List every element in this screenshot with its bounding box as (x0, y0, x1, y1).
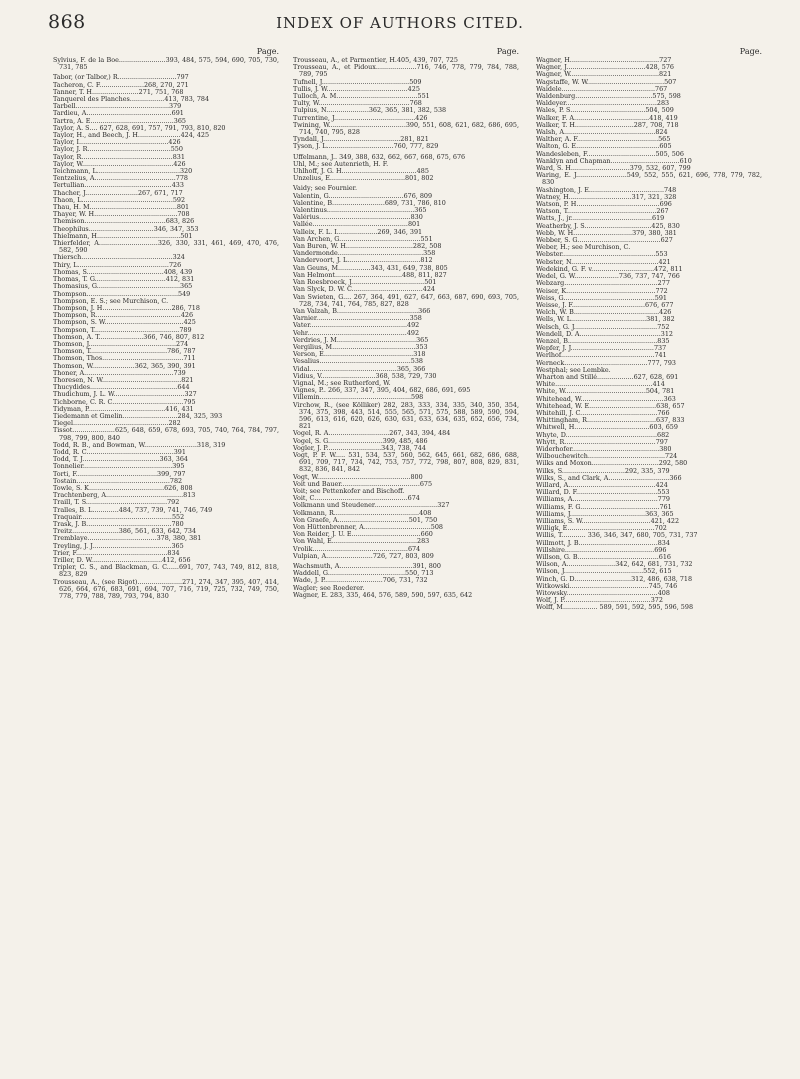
index-entry: Williams, F. G.......................................761 (536, 502, 672, 511)
index-entry: Tulty, W.............................................768 (293, 99, 422, 108)
index-entry: Thaon, L.............................................592 (53, 195, 186, 204)
index-entry: Wilbouchewitch......................................724 (536, 452, 678, 461)
index-entry: Werneck.........................................777, 793 (536, 358, 676, 367)
index-entry: Vignal, M.; see Rutherford, W. (293, 378, 391, 387)
index-entry: Tiedemann et Gmelin...........................284, 325, 393 (53, 411, 223, 420)
index-entry: Willshire............................................696 (536, 545, 667, 554)
index-entry: Wenzel, B............................................835 (536, 336, 670, 345)
index-entry: Trier, F.............................................834 (53, 548, 180, 557)
index-entry: Webster..............................................553 (536, 250, 668, 259)
index-entry: Vallée...............................................801 (293, 220, 421, 229)
index-entry: Willard, D. F........................................553 (536, 488, 670, 497)
index-entry: Unzelius, E.....................................801, 802 (293, 174, 434, 183)
index-entry: Wilson, A........................342, 642, 681, 731, 732 (536, 560, 693, 569)
index-entry: Weatherby, J. S.................................425, 830 (536, 221, 680, 230)
index-entry: Treitz.......................386, 561, 633, 642, 734 (53, 527, 197, 536)
index-entry: Wandesleben, F..................................505, 506 (536, 149, 684, 158)
index-entry: Thierfelder, A.............................326, 330, 331, 461, 469, 470, 476, 582, 590 (53, 239, 279, 255)
index-entry: Thomasius, G.........................................365 (53, 282, 193, 291)
index-entry: Themison........................................683, 826 (53, 217, 195, 226)
index-entry: Webster, N...........................................421 (536, 257, 671, 266)
index-entry: Walther, A. F........................................565 (536, 135, 671, 144)
index-entry: Tiegel...............................................282 (53, 419, 181, 428)
index-entry: Widerhofer...........................................380 (536, 444, 672, 453)
index-entry: Teichmann, L.........................................320 (53, 167, 193, 176)
index-entry: Von Wahl, E..........................................283 (293, 537, 430, 546)
index-entry: Watts, J., jr........................................619 (536, 214, 665, 223)
index-entry: Walsh, A.............................................824 (536, 128, 668, 137)
index-entry: Welch, W. B..........................................426 (536, 308, 672, 317)
index-entry: Thompson.............................................549 (53, 289, 191, 298)
index-entry: Wagner, J.......................................428, 576 (536, 63, 674, 72)
index-entry: Vogt, P. F. W..... 531, 534, 537, 560, 562, 645, 661, 682, 686, 688, 691, 709, 717, 734, 742, 753, 757, 772, 798, 807, 808, 829, 831, 832, 836, 841, 842 (293, 450, 519, 474)
index-entry: Walker, T. H.............................287, 708, 718 (536, 120, 679, 129)
index-entry: Willigk, E...........................................702 (536, 524, 667, 533)
index-entry: Williams, S. W..................................421, 422 (536, 517, 680, 525)
index-entry: Todd, R. B., and Bowman, W..........................318, 319 (53, 440, 226, 449)
index-entry: Tacheron, C. F......................268, 270, 271 (53, 80, 189, 89)
index-entry: Wagner, W............................................821 (536, 70, 672, 79)
index-entry: Waldenburg......................................575, 598 (536, 92, 681, 101)
index-entry: Torti, F........................................399, 797 (53, 469, 186, 478)
index-entry: Wells, W. L.....................................381, 382 (536, 315, 675, 324)
index-entry: Tulpius, N.....................362, 365, 381, 382, 538 (293, 106, 447, 115)
index-entry: Witowsky.............................................408 (536, 589, 670, 598)
index-entry: Thomson, W.....................362, 365, 390, 391 (53, 361, 196, 370)
index-entry: Triller, D. W...................................412, 656 (53, 556, 191, 565)
index-entry: Verdries, J. M.......................................365 (293, 335, 429, 344)
page-number: 868 (48, 11, 86, 33)
index-entry: Thau, H. M...........................................801 (53, 203, 190, 212)
index-entry: Tarbell..............................................379 (53, 102, 182, 111)
index-entry: Walker, F. A.....................................418, 419 (536, 113, 678, 122)
index-entry: Thomas, S......................................408, 439 (53, 267, 193, 276)
index-entry: Verson, E............................................318 (293, 350, 426, 359)
index-entry: Tripler, C. S., and Blackman, G. C......691, 707, 743, 749, 812, 818, 823, 829 (53, 563, 279, 579)
index-entry: Tonnelier............................................395 (53, 462, 185, 471)
index-entry: Webber, S. G.........................................627 (536, 236, 673, 245)
index-entry: Wendell, D. A........................................312 (536, 329, 673, 338)
index-entry: Thompson, T..........................................789 (53, 325, 192, 334)
index-entry: Whitehill, J. C......................................766 (536, 408, 670, 417)
index-entry: Van Helmont.................................488, 811, 827 (293, 270, 447, 279)
index-entry: Vogel, R. A..............................267, 343, 394, 484 (293, 429, 451, 438)
index-entry: Waidele..............................................767 (536, 84, 668, 93)
index-entry: White................................................414 (536, 380, 665, 389)
index-entry: Thompson, J. H..................................286, 718 (53, 303, 200, 312)
index-entry: Tertullian...........................................433 (53, 181, 184, 190)
page-title: INDEX OF AUTHORS CITED. (276, 14, 524, 32)
index-entry: Willard, A...........................................424 (536, 480, 668, 489)
index-entry: Thudichum, J. L. W...................................327 (53, 390, 197, 399)
index-entry: Vogt, W..............................................800 (293, 472, 423, 481)
index-entry: Vidal...........................................365, 366 (293, 364, 426, 373)
index-entries (293, 57, 519, 599)
index-entry: Vrolik...............................................674 (293, 544, 421, 553)
index-entry: Van Archen, G........................................551 (293, 234, 433, 243)
index-entry: Wedel, G. W......................736, 737, 747, 766 (536, 272, 680, 281)
page-column-label: Page. (256, 47, 279, 56)
index-entry: Tralles, B. L.............484, 737, 739, 741, 746, 749 (53, 505, 213, 514)
index-entry: Wagner, E. 283, 335, 464, 576, 589, 590, 597, 635, 642 (293, 590, 473, 599)
index-entry: Van Buren, W. H.................................282, 508 (293, 242, 442, 251)
index-entry: Wales, P. S.....................................504, 509 (536, 106, 674, 115)
index-entry: Tanquerel des Planches.................413, 783, 784 (53, 95, 210, 104)
index-entry: Tabor, (or Talbor,) R.............................797 (53, 73, 189, 82)
index-entry: Whitehead, W. E.................................638, 657 (536, 401, 685, 410)
index-entry: Todd, T. J......................................363, 364 (53, 455, 188, 464)
index-entry: Vergilius, M.........................................353 (293, 342, 428, 351)
index-entry: Van Valzah, B........................................366 (293, 306, 431, 315)
index-entry: Taylor, W.............................................426 (53, 159, 186, 168)
index-entries (53, 57, 279, 600)
index-entry: Thielmann, H.........................................501 (53, 231, 193, 240)
index-entry: Thompson, S. W.......................................425 (53, 318, 196, 327)
index-entry: Williams, J.....................................363, 365 (536, 509, 674, 518)
index-entry: Tulloch, A. M........................................551 (293, 92, 430, 101)
index-entry: Van Geuns, M................343, 431, 649, 738, 805 (293, 263, 448, 272)
index-entry: Tidyman, P......................................416, 431 (53, 404, 194, 413)
index-entry: Weiser, K............................................772 (536, 286, 668, 295)
index-entry: Thomson, J...........................................274 (53, 339, 189, 348)
index-entry: Vehr.................................................492 (293, 328, 420, 337)
index-entry: Trachtenberg, A......................................813 (53, 491, 196, 500)
index-entry: Volkmann und Steudener...............................327 (293, 501, 450, 510)
index-entry: Voit; see Pettenkofer and Bischoff. (293, 486, 405, 495)
index-entry: Washington, J. E.....................................748 (536, 185, 677, 194)
index-entry: Thompson, R..........................................426 (53, 311, 194, 320)
index-entry: Wanklyn and Chapman..................................610 (536, 156, 692, 165)
index-entry: Thoresen, N. W.......................................821 (53, 375, 194, 384)
index-entry: Thomson, Thos........................................711 (53, 354, 196, 363)
index-entry: Vandermonde..........................................358 (293, 249, 436, 258)
index-columns (53, 47, 762, 1077)
index-entry: Waddell, G......................................550, 713 (293, 569, 434, 578)
index-entry: Voit und Bauer.......................................675 (293, 479, 433, 488)
index-entry: Wachsmuth, A....................................391, 800 (293, 562, 441, 571)
index-entry: Turrentine, J........................................426 (293, 113, 428, 122)
index-entry: Uhlhoff, J. G. H.....................................485 (293, 167, 429, 176)
page-column-label: Page. (739, 47, 762, 56)
index-entry: Wepfer, J. J.........................................737 (536, 344, 667, 353)
index-entry: Welsch, G. J.........................................752 (536, 322, 670, 331)
index-entry: Waring, E. J.........................549, 552, 555, 621, 696, 778, 779, 782, 830 (536, 171, 762, 187)
index-entry: Thompson, E. S.; see Murchison, C. (53, 296, 169, 305)
index-entry: Von Hüttenbrenner, A.................................508 (293, 523, 443, 531)
index-entry: Thomas, T. G...................................412, 831 (53, 275, 195, 284)
index-entry: Valleix, F. L. I....................269, 346, 391 (293, 227, 423, 236)
index-entry: Valentine, B..........................689, 731, 786, 810 (293, 198, 446, 207)
index-entry: Tartra, A. E.........................................365 (53, 116, 186, 125)
index-entry: Westphal; see Lembke. (536, 365, 611, 374)
page-header (0, 0, 800, 40)
index-entry: Willmott, J. B.......................................834 (536, 538, 670, 547)
index-entry: Tullis, J. W........................................425 (293, 84, 420, 93)
index-entry: Van Slyck, D. W. C...................................424 (293, 285, 435, 294)
index-entry: Weiss, G.............................................591 (536, 293, 667, 302)
index-entry: Vandervoort, J. L....................................812 (293, 256, 433, 265)
index-entry: Vesalius.............................................538 (293, 357, 423, 366)
index-entry: Van Roesbroeck, J....................................501 (293, 278, 437, 287)
index-entry: Thiry, L.............................................726 (53, 260, 182, 269)
index-entry: Wharton and Stillé..................627, 628, 691 (536, 372, 679, 381)
index-entry: Traill, T. S........................................792 (53, 498, 180, 507)
index-entry: Walton, G. E.........................................605 (536, 142, 672, 151)
index-entry: Towle, S. K.....................................626, 808 (53, 483, 193, 492)
index-entry: Virchow, R., (see Kölliker) 282, 283, 333, 334, 335, 340, 350, 354, 374, 375, 398, 443, 514, 555, 565, 571, 575, 588, 589, 590, 594, 596, 613, 616, 620, 626, 630, 631, 633, 634, 635, 652, 656, 734, 821 (293, 400, 519, 431)
index-entry: Valérius.............................................830 (293, 213, 423, 222)
index-entry: Wolff, M................. 589, 591, 592, 595, 596, 598 (536, 603, 694, 612)
index-entry: Treyling, J. J.......................................365 (53, 541, 184, 550)
index-entry: Tanner, T. H.......................271, 751, 768 (53, 87, 184, 96)
index-entry: Traquair.............................................552 (53, 512, 185, 521)
index-entry: Wagler; see Roederer. (293, 583, 365, 592)
index-entry: Whyte, D.............................................682 (536, 430, 670, 439)
index-entry: Thomson, A. T......................366, 746, 807, 812 (53, 332, 205, 341)
index-entry: Watney, H...............................317, 321, 328 (536, 192, 677, 201)
index-entry: Taylor, H., and Beech, J. H.....................424, 425 (53, 131, 210, 140)
index-entry: Vaidy; see Fournier. (293, 184, 358, 193)
index-entry: Trousseau, A., et Parmentier, H.405, 439, 707, 725 (293, 56, 458, 64)
index-entry: Tichborne, C. R. C...................................795 (53, 397, 196, 406)
index-entry: Taylor, J. R.........................................550 (53, 145, 183, 154)
index-column-3 (536, 47, 762, 612)
index-entry: Thomson, T......................................786, 787 (53, 347, 196, 356)
index-entry: Wade, J. P.............................706, 731, 732 (293, 576, 428, 585)
index-entry: Taylor, R.............................................831 (53, 152, 185, 161)
index-entry: Taylor, A. S.... 627, 628, 691, 757, 791, 793, 810, 820 (53, 123, 226, 132)
index-entry: Tissot.....................625, 648, 659, 678, 693, 705, 740, 764, 784, 797, 798, 799, 800, 840 (53, 426, 279, 442)
index-entry: Werlhof..............................................741 (536, 351, 667, 360)
index-entry: Willson, G. B........................................616 (536, 553, 671, 562)
index-entry: Willis, T............ 336, 346, 347, 680, 705, 731, 737 (536, 531, 698, 540)
index-entry: Varnier..............................................358 (293, 314, 422, 323)
index-entry: Winch, G. D............................312, 486, 638, 718 (536, 574, 693, 583)
index-entry: Van Swieten, G.... 267, 364, 491, 627, 647, 663, 687, 690, 693, 705, 728, 734, 741, 764, 785, 827, 828 (293, 292, 519, 308)
index-entry: Vater................................................492 (293, 321, 420, 330)
index-entry: Weisse, J. F....................................676, 677 (536, 300, 674, 309)
index-entry: Uffelmann, J.. 349, 388, 632, 662, 667, 668, 675, 676 (293, 152, 466, 161)
index-entry: Watson, T............................................267 (536, 207, 669, 216)
index-entry: Sylvius, F. de la Boe.......................393, 484, 575, 594, 690, 705, 730, 731, 785 (53, 56, 279, 72)
index-entry: Wilks and Moxon.................................292, 580 (536, 459, 688, 468)
index-entry: Theophilus................................346, 347, 353 (53, 224, 199, 233)
index-entry: Todd, R. C...........................................391 (53, 447, 186, 456)
index-entry: Watson, P. H.........................................696 (536, 200, 672, 209)
index-entry: Wilks, S...............................292, 335, 379 (536, 466, 670, 475)
index-entry: Webb, W. H.............................379, 380, 381 (536, 228, 677, 237)
index-entry: Tostain..............................................782 (53, 476, 183, 485)
index-entry: Vulpian, A.......................726, 727, 803, 809 (293, 551, 434, 560)
index-entry: Wilson, J.......................................552, 615 (536, 567, 672, 576)
index-entry: White, W........................................504, 781 (536, 387, 675, 396)
index-entry: Whytt, R.............................................797 (536, 437, 668, 446)
index-entry: Whitehead, W.........................................363 (536, 394, 676, 403)
index-entry: Tardieu, A..........................................691 (53, 109, 184, 118)
index-entry: Whittingham, R..................................637, 833 (536, 416, 685, 425)
index-entry: Tremblaye..................................378, 380, 381 (53, 534, 202, 543)
page-column-label: Page. (496, 47, 519, 56)
index-entry: Wedekind, G. F. v...............................472, 811 (536, 264, 683, 273)
index-entry: Wilks, S., and Clark, A..............................366 (536, 473, 682, 482)
index-entry: Thiersch.............................................324 (53, 253, 185, 262)
index-entry: Tyson, J. L.................................760, 777, 829 (293, 142, 439, 151)
index-entry: Vidius, V...........................368, 538, 729, 730 (293, 371, 437, 380)
index-entry: Villemin.............................................598 (293, 393, 424, 402)
index-entry: Thucydides...........................................644 (53, 383, 190, 392)
index-entry: Von Reider, J. U. E..................................660 (293, 530, 433, 539)
index-entry: Trousseau, A., et Pidoux....................716, 746, 778, 779, 784, 788, 789, 795 (293, 63, 519, 79)
index-entry: Voit, C..............................................674 (293, 494, 420, 503)
index-entry: Thoner, A............................................739 (53, 368, 186, 377)
index-entry: Taylor, I............................................426 (53, 138, 181, 147)
index-entry: Whitwell, H.....................................603, 659 (536, 423, 678, 432)
index-entry: Volkmann, R..........................................408 (293, 508, 432, 517)
index-entry: Tufnell, J...........................................509 (293, 77, 422, 86)
index-entry: Trousseau, A., (see Rigot)......................271, 274, 347, 395, 407, 414, 626, 664, 676, 683, 691, 694, 707, 716, 719, 725, 732, 749, 750, 778, 779, 788, 789, 793, 794, 830 (53, 577, 279, 601)
index-entry: Wolf, J. P...........................................372 (536, 596, 663, 605)
index-entry: Valentinus...........................................365 (293, 206, 427, 215)
index-entry: Twining, W......................................390, 551, 608, 621, 682, 686, 695, 714, 740, 795, 828 (293, 120, 519, 137)
index-entry: Ward, S. H.............................379, 532, 607, 799 (536, 164, 691, 173)
index-entries (536, 57, 762, 612)
index-entry: Tentzelius, A........................................778 (53, 174, 188, 183)
index-entry: Thacher, J..........................267, 671, 717 (53, 188, 183, 197)
index-entry: Witkowski.......................................745, 746 (536, 581, 678, 590)
index-entry: Vignes, P.. 266, 337, 347, 395, 404, 682, 686, 691, 695 (293, 386, 471, 395)
index-entry: Tyndall, J......................................281, 821 (293, 135, 429, 144)
index-entry: Williams, A..........................................779 (536, 495, 670, 504)
index-entry: Wagstaffe, W. W......................................507 (536, 77, 677, 86)
index-entry: Wagner, H............................................727 (536, 56, 672, 64)
index-entry: Webzarg..............................................277 (536, 279, 670, 288)
index-entry: Vogel, S. G...........................399, 485, 486 (293, 436, 428, 445)
index-column-2 (293, 47, 519, 599)
index-entry: Vogler, J. P...........................343, 738, 744 (293, 443, 426, 452)
index-entry: Valentin, G.....................................676, 809 (293, 191, 433, 200)
index-column-1 (53, 47, 279, 600)
index-entry: Waldeyer.............................................283 (536, 99, 670, 108)
index-entry: Weber, H.; see Murchison, C. (536, 243, 631, 252)
index-entry: Von Graefe, A...................................501, 750 (293, 515, 438, 524)
index-entry: Uhl, M.; see Autenrieth, H. F. (293, 159, 389, 168)
index-entry: Trask, J. B..........................................780 (53, 520, 184, 528)
index-entry: Thayer, W. H.........................................708 (53, 210, 190, 219)
